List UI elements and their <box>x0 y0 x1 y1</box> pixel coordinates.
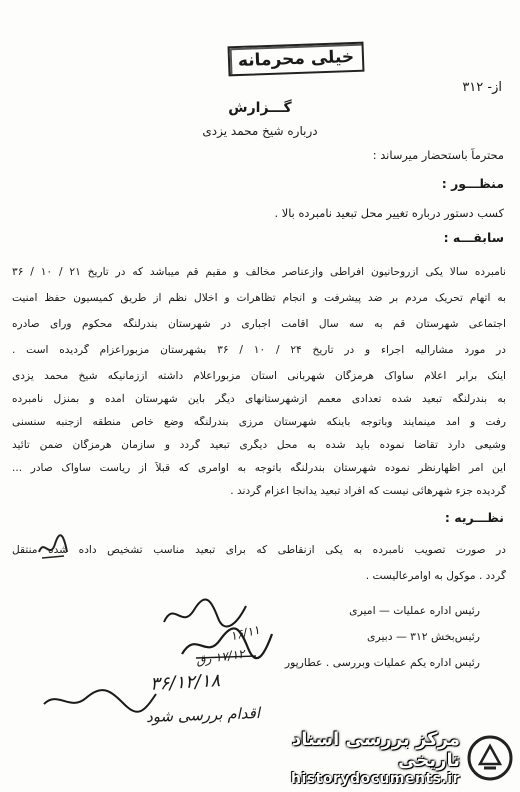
body-line-2: به اتهام تحریک مردم بر ضد پیشرفت و انجام تظاهرات و اخلال نظم از طریق کمیسیون حفظ امنیت <box>12 292 506 304</box>
document-number: از- ۳۱۲ <box>462 80 502 95</box>
manzoor-text: کسب دستور درباره تغییر محل تبعید نامبرده بالا . <box>274 206 504 220</box>
manzoor-heading <box>442 176 504 191</box>
report-subject: درباره شیخ محمد یزدی <box>202 124 318 138</box>
body-line-7: رفت و آمد مینمایند وباتوجه باینکه شهرستان مرزی بندرلنگه وضع خاص منطقه ازجنبه سنسنی <box>12 416 506 428</box>
signature-line-1: رئیس اداره عملیات — امیری <box>349 604 480 617</box>
watermark <box>234 730 514 786</box>
handwritten-initials: ۱۶/۱۱ <box>228 622 262 644</box>
body-line-9: این امر اظهارنظر نموده شهرستان بندرلنگه باتوجه به اوامری که قبلاً از ریاست ساواک صادر ... <box>12 462 506 474</box>
report-title: گـــزارش <box>228 100 292 116</box>
salutation: محترماً باستحضار میرساند : <box>372 148 504 162</box>
watermark-text <box>234 729 460 787</box>
bottom-handwriting: اقدام بررسی شود <box>145 704 261 726</box>
archive-logo-icon <box>466 734 514 782</box>
body-line-10: گردیده جزء شهرهائی نیست که افراد تبعید یدانجا اعزام گردند . <box>230 485 506 497</box>
nazarie-label: نظـــریه : <box>444 510 504 525</box>
body-line-5: اینک برابر اعلام ساواک هرمزگان شهربانی استان مزبوراعلام داشته اززمانیکه شیخ محمد یزدی <box>12 370 506 382</box>
sabeghe-label: سابقـــه : <box>443 230 504 245</box>
body-line-8: وشیعی دارد تقاضا نموده باید شده به محل دیگری تبعید گردد و سازمان هرمزگان ضمن تائید <box>12 439 506 451</box>
handwritten-date-2: ۱۷/۱۲ رق <box>195 646 246 668</box>
manzoor-label: منظـــور : <box>441 176 504 191</box>
body-line-1: نامبرده سالا یکی ازروحانیون افراطی وازعناصر مخالف و مقیم قم میباشد که در تاریخ ۲۱ / ۱۰ / ۳۶ <box>12 266 506 278</box>
body-line-4: در مورد مشارالیه اجراء و در تاریخ ۲۴ / ۱۰ / ۳۶ بشهرستان مزبوراعزام گردیده است . <box>12 344 506 356</box>
signature-line-2: رئیس‌بخش ۳۱۲ — دبیری <box>367 630 480 643</box>
signature-line-3: رئیس اداره یکم عملیات وبررسی . عطارپور <box>284 656 480 669</box>
nazarie-line-1: در صورت تصویب نامبرده به یکی ازنقاطی که برای تبعید مناسب تشخیص داده شده منتقل <box>12 544 506 556</box>
watermark-persian: مرکز بررسی اسناد تاریخی <box>292 729 460 771</box>
classification-stamp: خیلی محرمانه <box>228 42 365 77</box>
body-line-3: اجتماعی شهرستان قم به سه سال اقامت اجباری در شهرستان بندرلنگه محکوم ورای صادره <box>12 318 506 330</box>
body-line-6: به بندرلنگه تبعید شده تعدادی معمم ازشهرستانهای دیگر باین شهرستان آمده و بمنزل نامبرده <box>12 393 506 405</box>
margin-handwriting-mark <box>36 532 70 564</box>
watermark-url: historydocuments.ir <box>291 771 460 787</box>
sabeghe-heading <box>444 230 504 245</box>
bottom-scribble <box>40 686 160 716</box>
handwritten-date: ۳۶/۱۲/۱۸ <box>149 670 221 695</box>
nazarie-heading <box>445 510 504 525</box>
nazarie-line-2: گردد . موکول به اوامرعالیست . <box>365 570 506 582</box>
